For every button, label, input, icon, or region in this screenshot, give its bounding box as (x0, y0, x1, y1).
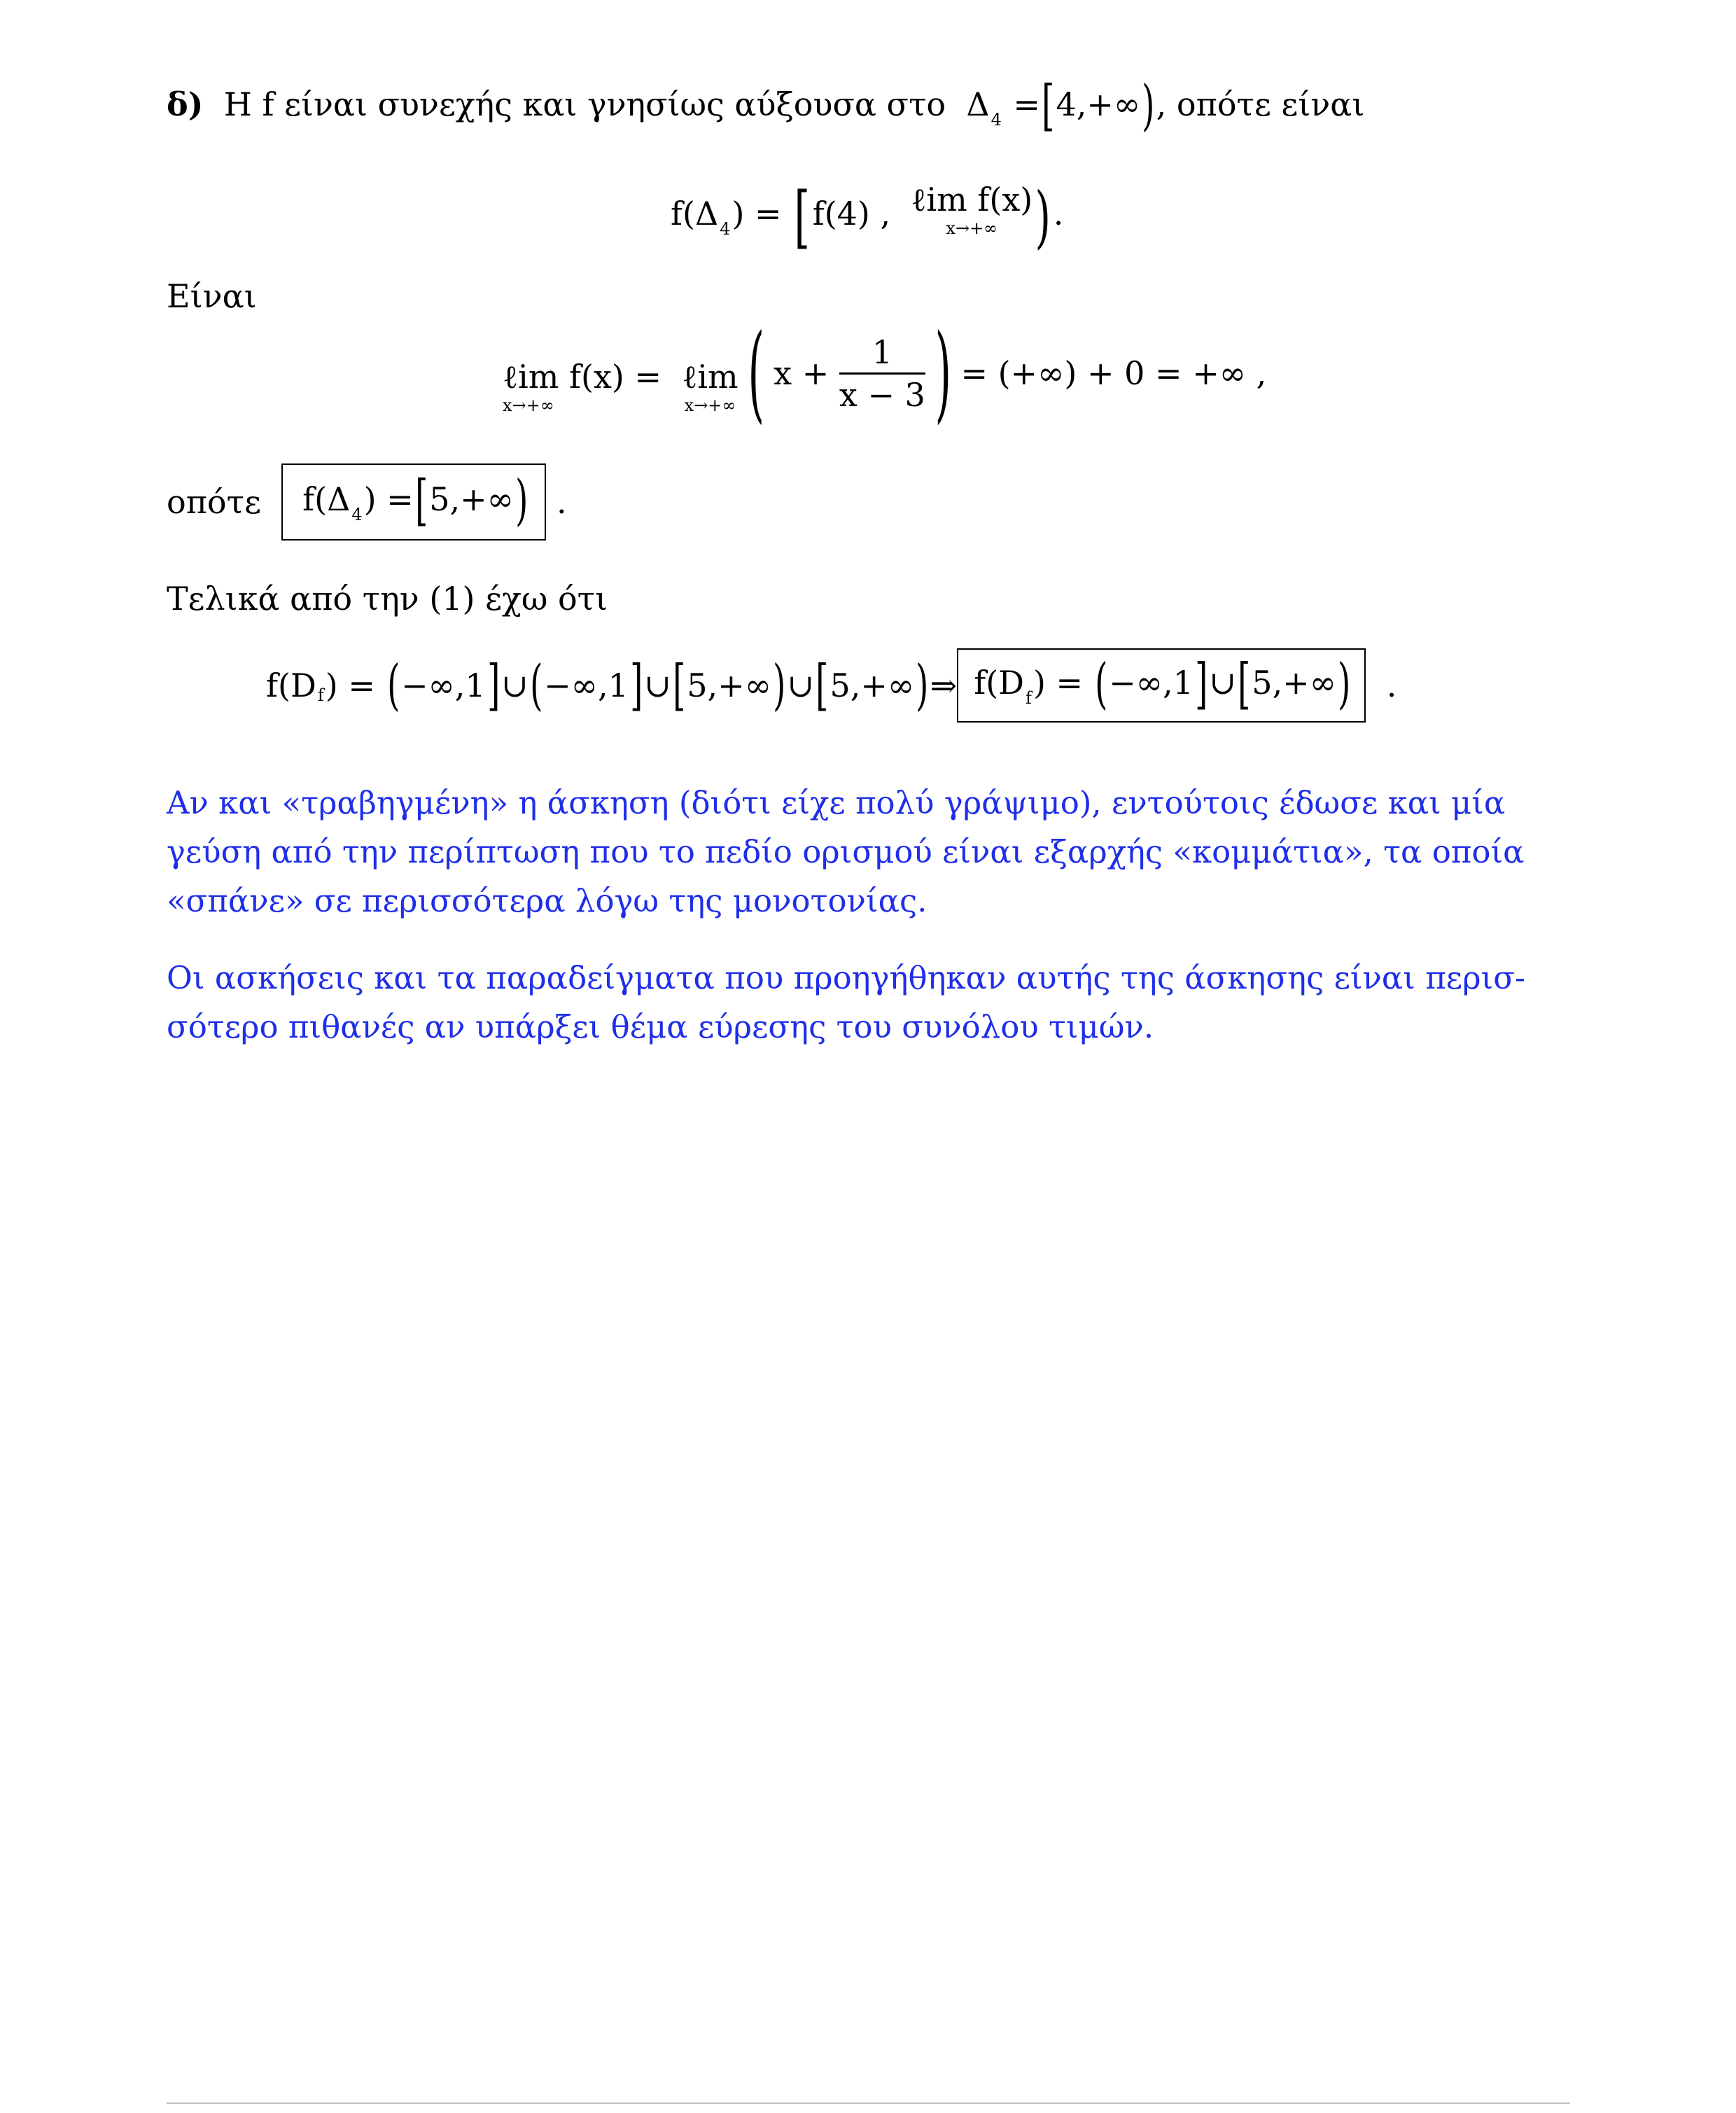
einai-label: Είναι (167, 277, 257, 315)
footer-rule (167, 2102, 1570, 2104)
equation-f-delta4: $f(\Delta_4) = [f(4)$ , ℓim f(x) x→+∞ ). (671, 178, 1064, 256)
eq3-part4: 5,+∞ (830, 667, 915, 704)
statement-tail: , οπότε είναι (1156, 85, 1365, 123)
delta-symbol: Δ (966, 85, 990, 123)
eq3-part1: −∞,1 (400, 667, 486, 704)
implies-symbol: ⇒ (930, 667, 958, 704)
eq2-fraction: $\frac{1}{x - 3}$ (839, 333, 925, 414)
eq2-limit-1: ℓim f(x) = x→+∞ (503, 358, 662, 415)
part-label: δ) (167, 85, 204, 123)
statement-line: δ) Η f είναι συνεχής και γνησίως αύξουσα στο $\Delta_4 =[4,+\infty)$, οπότε είναι (167, 74, 1365, 137)
equation-final: f(D f ) = ( −∞,1 ] ∪ ( −∞,1 ] ∪ [ 5,+∞ ) ∪ [ 5,+∞ ) ⇒ $f(D_f)$ = (−∞,1]∪[5,+∞) . (266, 648, 1396, 723)
boxed-final-result: $f(D_f)$ = (−∞,1]∪[5,+∞) (957, 648, 1366, 723)
eq3-part3: 5,+∞ (687, 667, 772, 704)
eq1-end: . (1053, 195, 1064, 232)
eq1-sub: 4 (720, 219, 731, 239)
interval-4-inf: 4,+∞ (1056, 85, 1141, 123)
eq2-result: = (+∞) + 0 = +∞ , (960, 354, 1267, 392)
eq3-part2: −∞,1 (544, 667, 629, 704)
note-paragraph-1: Αν και «τραβηγμένη» η άσκηση (διότι είχε πολύ γράψιμο), εντούτοις έδωσε και μία γεύση από την περίπτωση που το πεδίο ορισμού είναι εξαρχής «κομμάτια», τα οποία «σπάνε» σε περισσότερα λόγω της μονοτονίας. (167, 784, 1525, 919)
equation-limit: ℓim f(x) = x→+∞ ℓim x→+∞ ( x + $\frac{1}{x - 3}$ ) = (+∞) + 0 = +∞ , (503, 312, 1267, 434)
statement-text: Η f είναι συνεχής και γνησίως αύξουσα στο (223, 85, 946, 123)
delta-subscript: 4 (990, 110, 1002, 130)
opote-end: . (556, 483, 567, 521)
eq2-limit-2: ℓim x→+∞ (682, 358, 738, 415)
equals-sign: = (1013, 85, 1041, 123)
eq2-x-plus: x + (774, 354, 830, 392)
note-paragraph-2: Οι ασκήσεις και τα παραδείγματα που προηγήθηκαν αυτής της άσκησης είναι περισ- σότερο πιθανές αν υπάρξει θέμα εύρεσης του συνόλου τιμών. (167, 959, 1526, 1045)
eq1-limit: ℓim f(x) x→+∞ (911, 181, 1033, 238)
opote-line (167, 463, 567, 541)
boxed-result-delta4: $f(\Delta_4) =[5,+\infty)$ (281, 463, 546, 541)
eq1-lhs: f(Δ (671, 195, 719, 232)
eq1-f4: f(4) , (812, 195, 891, 232)
eq1-equals: ) = (732, 195, 782, 232)
opote-text: οπότε (167, 483, 261, 521)
telika-line: Τελικά από την (1) έχω ότι (167, 580, 608, 618)
